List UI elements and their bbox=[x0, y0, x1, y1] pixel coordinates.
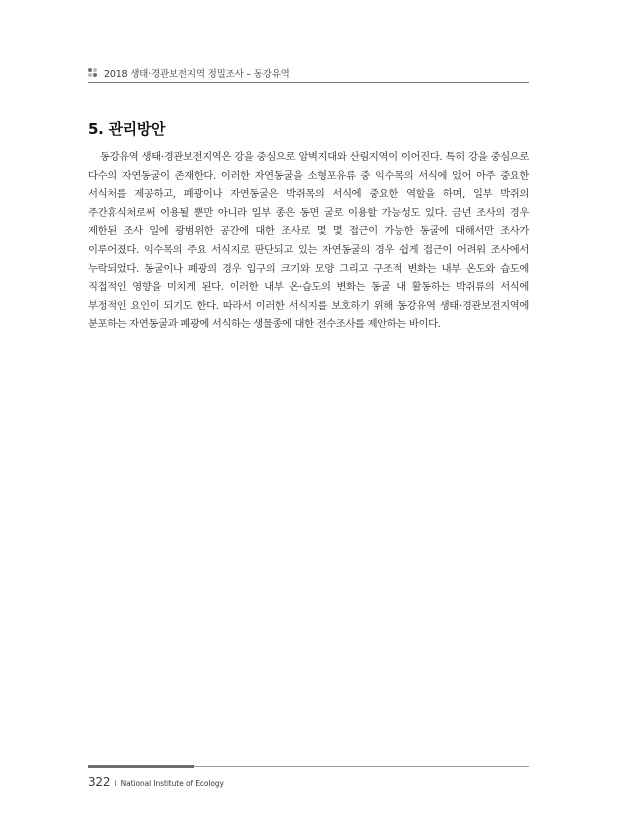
four-dots-icon bbox=[88, 68, 98, 78]
running-header bbox=[88, 64, 529, 82]
header-divider bbox=[88, 82, 529, 83]
page-footer bbox=[88, 775, 224, 789]
page-number: 322 bbox=[88, 775, 111, 789]
footer-organization: National Institute of Ecology bbox=[120, 779, 224, 788]
section-title: 5. 관리방안 bbox=[88, 120, 166, 138]
body-paragraph: 동강유역 생태·경관보전지역은 강을 중심으로 암벽지대와 산림지역이 이어진다. 특히 강을 중심으로 다수의 자연동굴이 존재한다. 이러한 자연동굴을 소형포유류 중 익수목의 서식에 있어 아주 중요한 서식처를 제공하고, 폐광이나 자연동굴은 박쥐목의 서식에 중요한 역할을 하며, 일부 박쥐의 주간휴식처로써 이용될 뿐만 아니라 일부 종은 동면 굴로 이용할 가능성도 있다. 금년 조사의 경우 제한된 조사 일에 광범위한 공간에 대한 조사로 몇 몇 접근이 가능한 동굴에 대해서만 조사가 이루어졌다. 익수목의 주요 서식지로 판단되고 있는 자연동굴의 경우 쉽게 접근이 어려워 조사에서 누락되었다. 동굴이나 폐광의 경우 입구의 크기와 모양 그리고 구조적 변화는 내부 온도와 습도에 직접적인 영향을 미치게 된다. 이러한 내부 온·습도의 변화는 동굴 내 활동하는 박쥐류의 서식에 부정적인 요인이 되기도 한다. 따라서 이러한 서식지를 보호하기 위해 동강유역 생태·경관보전지역에 분포하는 자연동굴과 폐광에 서식하는 생물종에 대한 전수조사를 제안하는 바이다. bbox=[88, 151, 529, 331]
footer-separator: I bbox=[114, 779, 117, 788]
header-title: 2018 생태·경관보전지역 정밀조사 – 동강유역 bbox=[104, 69, 290, 80]
footer-divider bbox=[194, 766, 529, 767]
footer-divider-accent bbox=[88, 765, 194, 768]
